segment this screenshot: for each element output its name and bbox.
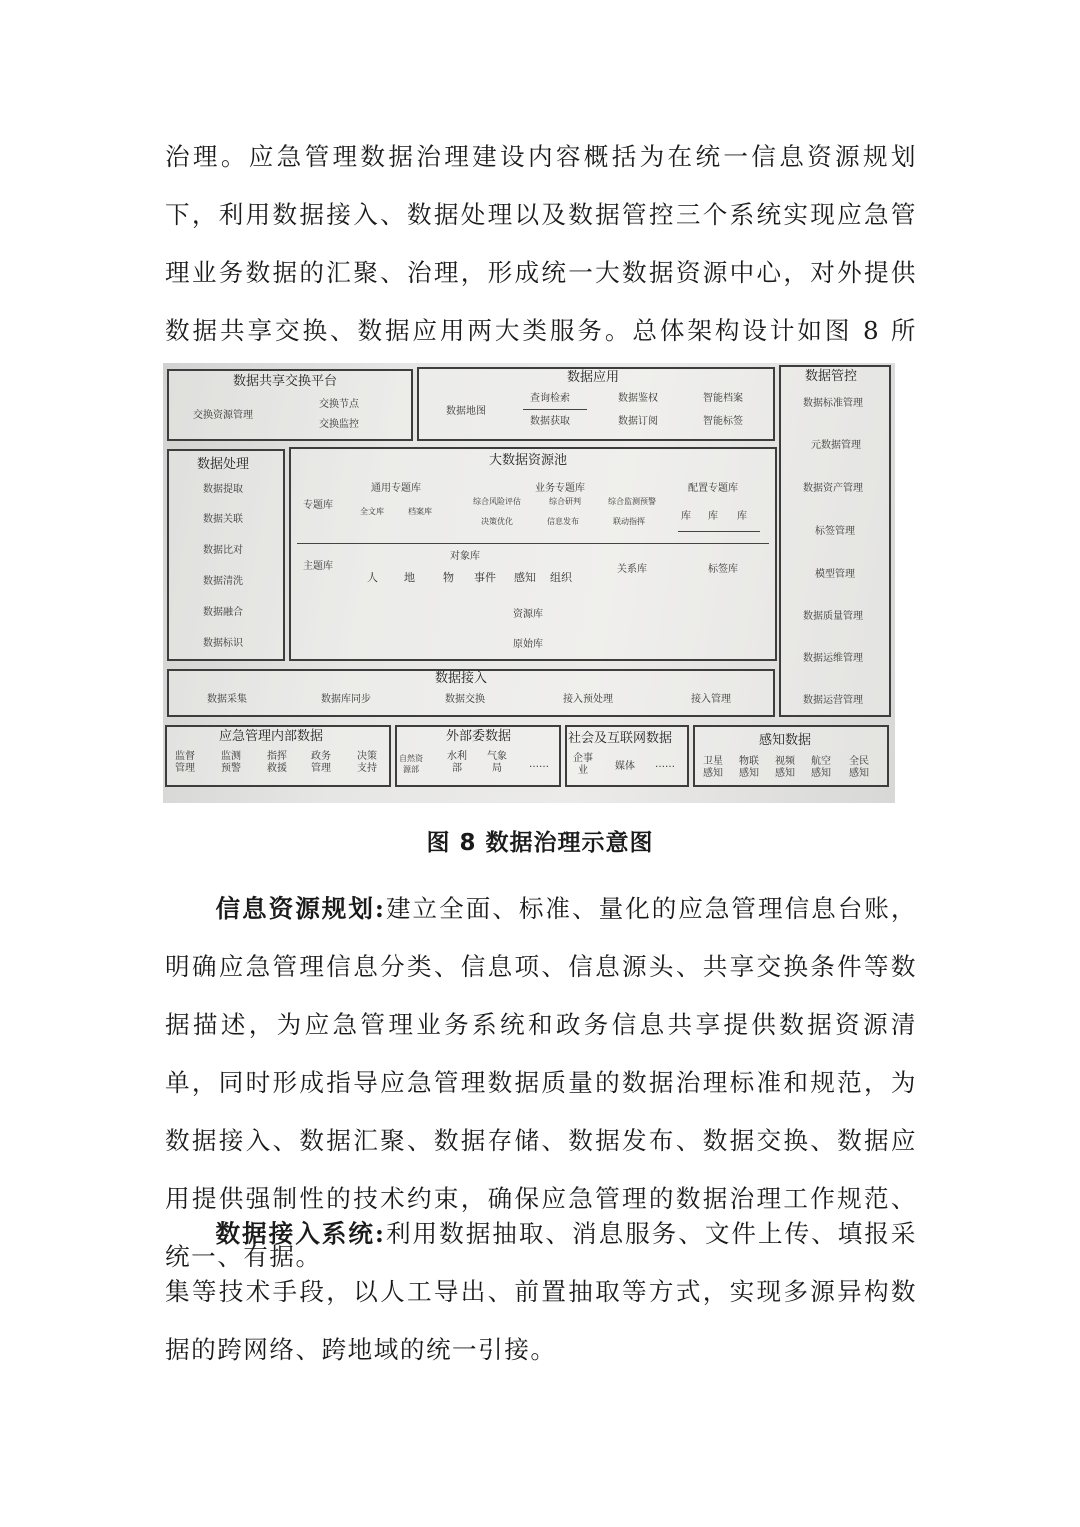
paragraph-lead: 数据接入系统: xyxy=(215,1219,386,1248)
general-topic-item: 全文库 xyxy=(360,507,384,516)
data-control-item: 数据资产管理 xyxy=(803,483,863,494)
social-item: 媒体 xyxy=(615,761,635,772)
share-exchange-title: 数据共享交换平台 xyxy=(233,374,338,389)
config-topic-title: 配置专题库 xyxy=(688,483,738,494)
object-item: 事件 xyxy=(474,571,496,584)
data-control-item: 元数据管理 xyxy=(811,440,861,451)
data-process-item: 数据关联 xyxy=(203,514,243,525)
object-item: 人 xyxy=(367,571,378,584)
business-topic-item: 综合研判 xyxy=(549,497,581,506)
config-topic-item: 库 xyxy=(737,511,747,522)
data-control-item: 标签管理 xyxy=(815,526,855,537)
pool-divider xyxy=(297,543,769,544)
data-app-title: 数据应用 xyxy=(567,370,620,385)
data-app-item: 数据订阅 xyxy=(618,416,658,427)
data-control-item: 数据质量管理 xyxy=(803,611,863,622)
sensing-item: 卫星 感知 xyxy=(703,756,723,779)
data-control-item: 数据标准管理 xyxy=(803,398,863,409)
data-app-item: 数据地图 xyxy=(446,406,486,417)
object-item: 物 xyxy=(443,571,454,584)
general-topic-item: 档案库 xyxy=(408,507,432,516)
general-topic-title: 通用专题库 xyxy=(371,483,421,494)
data-ingest-item: 数据采集 xyxy=(207,694,247,705)
business-topic-title: 业务专题库 xyxy=(535,483,585,494)
divider xyxy=(523,409,587,410)
sensing-item: 航空 感知 xyxy=(811,756,831,779)
paragraph-data-ingest xyxy=(165,1205,917,1379)
relation-lib-label: 关系库 xyxy=(617,564,647,575)
object-lib-title: 对象库 xyxy=(450,551,480,562)
paragraph-body: 利用数据抽取、消息服务、文件上传、填报采集等技术手段，以人工导出、前置抽取等方式，实现多源异构数据的跨网络、跨地域的统一引接。 xyxy=(165,1219,917,1364)
internal-item: 指挥 救援 xyxy=(267,751,287,774)
internal-data-title: 应急管理内部数据 xyxy=(219,729,324,744)
business-topic-item: 信息发布 xyxy=(547,517,579,526)
paragraph-lead: 信息资源规划: xyxy=(215,894,386,923)
social-data-title: 社会及互联网数据 xyxy=(568,731,673,746)
share-exchange-item: 交换节点 xyxy=(319,399,359,410)
business-topic-item: 综合风险评估 xyxy=(473,497,521,506)
data-ingest-item: 接入预处理 xyxy=(563,694,613,705)
architecture-figure xyxy=(163,363,895,803)
external-item: 自然资 源部 xyxy=(399,754,423,774)
business-topic-item: 综合监测预警 xyxy=(608,497,656,506)
sensing-data-title: 感知数据 xyxy=(759,733,812,748)
share-exchange-item: 交换资源管理 xyxy=(193,410,253,421)
data-control-item: 数据运营管理 xyxy=(803,695,863,706)
config-topic-item: 库 xyxy=(681,511,691,522)
object-item: 组织 xyxy=(550,571,572,584)
data-control-title: 数据管控 xyxy=(805,369,858,384)
data-app-item: 智能档案 xyxy=(703,393,743,404)
external-more: …… xyxy=(529,759,549,770)
data-process-item: 数据比对 xyxy=(203,545,243,556)
external-item: 气象 局 xyxy=(487,751,507,774)
data-app-item: 查询检索 xyxy=(530,393,570,404)
share-exchange-item: 交换监控 xyxy=(319,419,359,430)
label-lib-label: 标签库 xyxy=(708,564,738,575)
data-app-item: 数据获取 xyxy=(530,416,570,427)
external-item: 水利 部 xyxy=(447,751,467,774)
business-topic-item: 联动指挥 xyxy=(613,517,645,526)
external-data-title: 外部委数据 xyxy=(446,729,512,744)
sensing-item: 全民 感知 xyxy=(849,756,869,779)
object-item: 感知 xyxy=(514,571,536,584)
data-process-item: 数据融合 xyxy=(203,607,243,618)
object-item: 地 xyxy=(404,571,415,584)
internal-item: 政务 管理 xyxy=(311,751,331,774)
config-topic-item: 库 xyxy=(708,511,718,522)
raw-lib-label: 原始库 xyxy=(513,639,543,650)
data-process-item: 数据提取 xyxy=(203,484,243,495)
resource-pool-box xyxy=(289,447,777,661)
data-app-item: 数据鉴权 xyxy=(618,393,658,404)
resource-lib-label: 资源库 xyxy=(513,609,543,620)
paragraph-intro: 治理。应急管理数据治理建设内容概括为在统一信息资源规划下，利用数据接入、数据处理以及数据管控三个系统实现应急管理业务数据的汇聚、治理，形成统一大数据资源中心，对外提供数据共享交换、数据应用两大类服务。总体架构设计如图 8 所 xyxy=(165,142,917,345)
data-app-item: 智能标签 xyxy=(703,416,743,427)
sensing-item: 物联 感知 xyxy=(739,756,759,779)
business-topic-item: 决策优化 xyxy=(481,517,513,526)
subject-lib-label: 主题库 xyxy=(303,561,333,572)
data-control-item: 模型管理 xyxy=(815,569,855,580)
data-process-item: 数据标识 xyxy=(203,638,243,649)
sensing-item: 视频 感知 xyxy=(775,756,795,779)
internal-item: 监督 管理 xyxy=(175,751,195,774)
data-ingest-item: 数据交换 xyxy=(445,694,485,705)
internal-item: 决策 支持 xyxy=(357,751,377,774)
data-ingest-item: 接入管理 xyxy=(691,694,731,705)
data-ingest-title: 数据接入 xyxy=(435,671,488,686)
social-more: …… xyxy=(655,759,675,770)
topic-lib-label: 专题库 xyxy=(303,500,333,511)
data-ingest-item: 数据库同步 xyxy=(321,694,371,705)
paragraph-body: 建立全面、标准、量化的应急管理信息台账，明确应急管理信息分类、信息项、信息源头、共享交换条件等数据描述，为应急管理业务系统和政务信息共享提供数据资源清单，同时形成指导应急管理数据质量的数据治理标准和规范，为数据接入、数据汇聚、数据存储、数据发布、数据交换、数据应用提供强制性的技术约束，确保应急管理的数据治理工作规范、统一、有据。 xyxy=(165,894,917,1271)
data-process-title: 数据处理 xyxy=(197,457,250,472)
internal-item: 监测 预警 xyxy=(221,751,241,774)
data-process-item: 数据清洗 xyxy=(203,576,243,587)
config-underline xyxy=(678,531,760,532)
figure-caption: 图 8 数据治理示意图 xyxy=(426,830,654,856)
social-item: 企事 业 xyxy=(573,753,593,776)
data-control-item: 数据运维管理 xyxy=(803,653,863,664)
resource-pool-title: 大数据资源池 xyxy=(489,453,568,468)
